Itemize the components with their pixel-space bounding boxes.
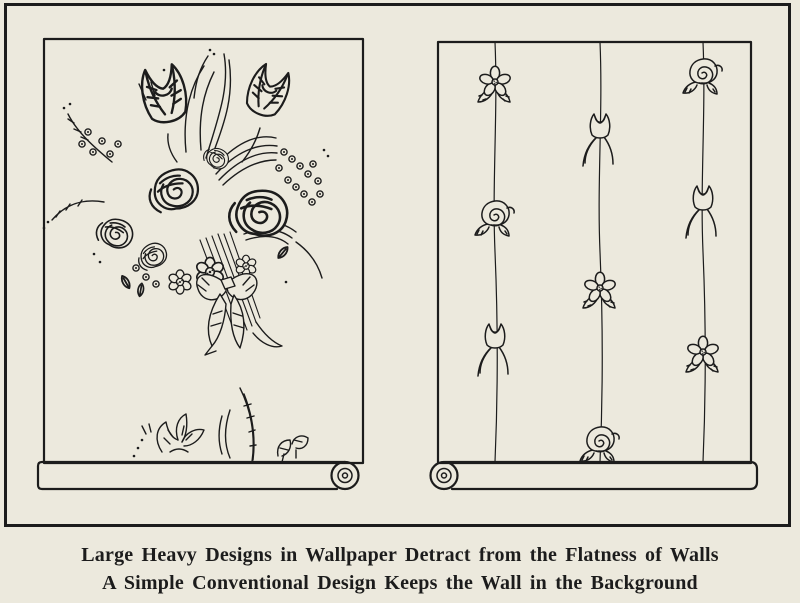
daisy-motif [583,272,616,308]
stem-line [599,42,602,462]
heavy-bouquet-motif [43,49,330,355]
rose-motif [580,427,619,462]
daisy-motif [478,66,511,102]
tulip-motif [478,324,508,376]
simple-design-panel [428,36,768,494]
bottom-repeat-motif [133,388,308,462]
rose-motif [683,59,722,94]
caption-line-1: Large Heavy Designs in Wallpaper Detract from the Flatness of Walls [81,544,719,566]
left-roll [38,462,359,489]
heavy-design-panel [34,36,368,494]
roll-end-spiral [437,469,451,483]
right-roll [431,462,758,489]
tulip-motif [583,114,613,166]
vine-stripes [475,42,722,462]
figure-caption [0,541,800,597]
tulip-motif [686,186,716,238]
wallpaper-stem [580,42,619,462]
stem-line [702,42,705,462]
roll-end-spiral [338,469,352,483]
daisy-motif [686,336,719,372]
wallpaper-stem [683,42,722,462]
caption-line-2: A Simple Conventional Design Keeps the Wall in the Background [102,572,698,594]
stem-line [494,42,497,462]
wallpaper-stem [475,42,514,462]
